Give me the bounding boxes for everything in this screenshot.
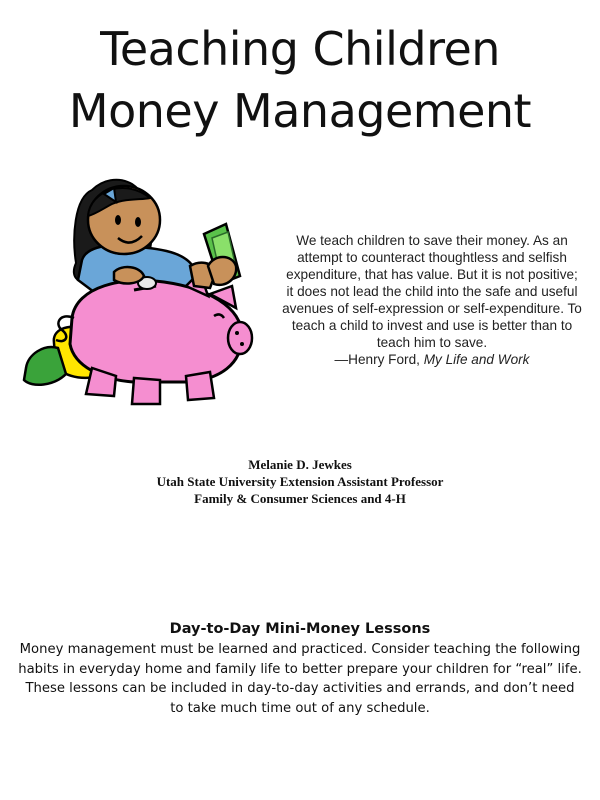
quote-attribution	[282, 351, 582, 368]
title-line-2: Money Management	[68, 84, 532, 138]
document-title	[0, 18, 600, 142]
author-position: Utah State University Extension Assistant Professor	[156, 474, 444, 489]
author-name: Melanie D. Jewkes	[248, 457, 352, 472]
attribution-book: My Life and Work	[423, 352, 530, 367]
attribution-author: —Henry Ford,	[334, 352, 424, 367]
section-body: Money management must be learned and practiced. Consider teaching the following habits in everyday home and family life to better prepare your children for “real” life. These lessons can be included in day-to-day activities and errands, and don’t need to take much time out of any schedule.	[18, 642, 582, 716]
child-with-piggy-bank-icon	[14, 168, 264, 413]
quote-text: We teach children to save their money. As an attempt to counteract thoughtless and selfish expenditure, that has value. But it is not positive; it does not lead the child into the safe and useful avenues of self-expression or self-expenditure. To teach a child to invest and use is better than to teach him to save.	[282, 233, 582, 350]
section-heading: Day-to-Day Mini-Money Lessons	[169, 621, 431, 637]
quote-block	[282, 232, 582, 368]
title-line-1: Teaching Children	[100, 22, 500, 76]
author-department: Family & Consumer Sciences and 4-H	[194, 491, 406, 506]
author-credit	[0, 456, 600, 507]
